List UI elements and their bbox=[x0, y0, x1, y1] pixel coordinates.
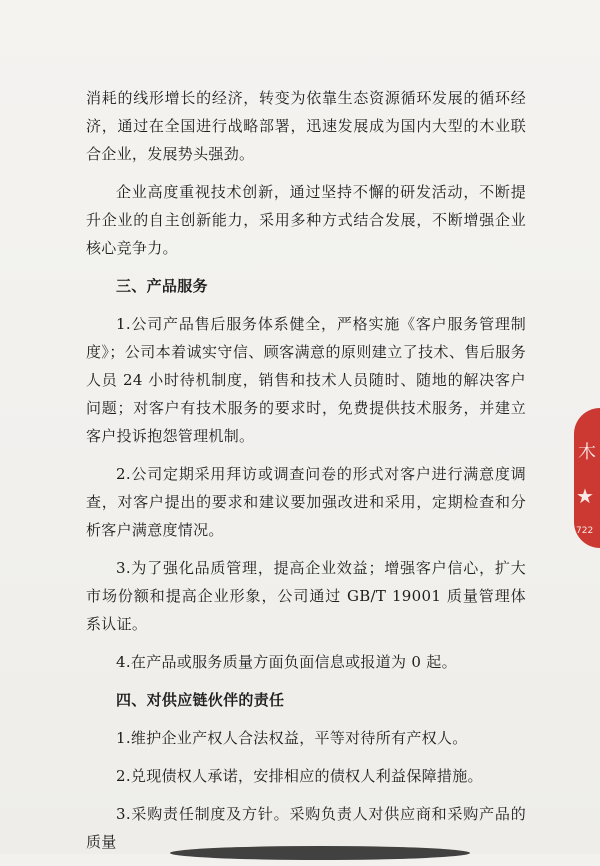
supply-chain-item-2: 2.兑现债权人承诺，安排相应的债权人利益保障措施。 bbox=[116, 767, 483, 785]
product-service-item-1: 1.公司产品售后服务体系健全，严格实施《客户服务管理制度》；公司本着诚实守信、顾客满意的原则建立了技术、售后服务人员 24 小时待机制度，销售和技术人员随时、随地的解决客户问题；对客户有技术服务的要求时，免费提供技术服务，并建立客户投诉抱怨管理机制。 bbox=[86, 315, 526, 445]
company-seal-stamp bbox=[574, 408, 600, 548]
seal-star-icon: ★ bbox=[576, 484, 594, 508]
product-service-item-2: 2.公司定期采用拜访或调查问卷的形式对客户进行满意度调查，对客户提出的要求和建议要加强改进和采用，定期检查和分析客户满意度情况。 bbox=[86, 465, 526, 539]
seal-number: 722 bbox=[576, 526, 594, 536]
product-service-item-3: 3.为了强化品质管理，提高企业效益；增强客户信心，扩大市场份额和提高企业形象，公司通过 GB/T 19001 质量管理体系认证。 bbox=[86, 559, 526, 633]
section-heading-supply-chain: 四、对供应链伙伴的责任 bbox=[116, 691, 285, 709]
section-heading-product-service: 三、产品服务 bbox=[116, 277, 208, 295]
supply-chain-item-1: 1.维护企业产权人合法权益，平等对待所有产权人。 bbox=[116, 729, 468, 747]
paragraph-intro-continuation: 消耗的线形增长的经济，转变为依靠生态资源循环发展的循环经济，通过在全国进行战略部署，迅速发展成为国内大型的木业联合企业，发展势头强劲。 bbox=[86, 89, 526, 163]
product-service-item-4: 4.在产品或服务质量方面负面信息或报道为 0 起。 bbox=[116, 653, 457, 671]
paragraph-technology-innovation: 企业高度重视技术创新，通过坚持不懈的研发活动，不断提升企业的自主创新能力，采用多种方式结合发展，不断增强企业核心竞争力。 bbox=[86, 183, 526, 257]
page-bottom-shadow bbox=[170, 846, 470, 860]
supply-chain-item-3: 3.采购责任制度及方针。采购负责人对供应商和采购产品的质量 bbox=[86, 805, 526, 851]
seal-character: 木 bbox=[578, 442, 596, 463]
document-body bbox=[86, 84, 526, 866]
